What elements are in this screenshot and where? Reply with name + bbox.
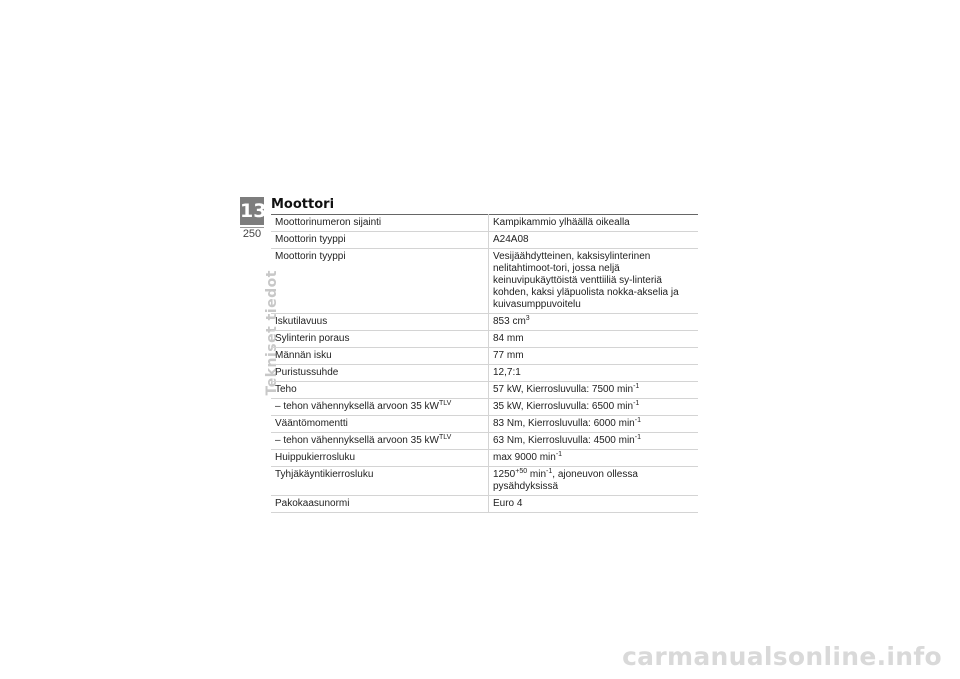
table-row xyxy=(271,348,698,365)
spec-label-text: Huippukierrosluku xyxy=(275,452,356,463)
spec-label-text: Moottorin tyyppi xyxy=(275,234,346,245)
table-row xyxy=(271,467,698,496)
spec-label xyxy=(271,365,489,382)
spec-label xyxy=(271,416,489,433)
spec-label xyxy=(271,450,489,467)
spec-value xyxy=(489,365,699,382)
table-row xyxy=(271,399,698,416)
chapter-badge xyxy=(240,197,267,241)
spec-label xyxy=(271,382,489,399)
spec-value: Kampikammio ylhäällä oikealla xyxy=(493,217,630,228)
spec-value: 12,7:1 xyxy=(493,367,521,378)
spec-label-sup: TLV xyxy=(439,434,452,441)
spec-value: 83 Nm, Kierrosluvulla: 6000 min xyxy=(493,418,635,429)
table-row xyxy=(271,215,698,232)
spec-label xyxy=(271,232,489,249)
spec-label-text: Iskutilavuus xyxy=(275,316,328,327)
spec-label-text: Moottorinumeron sijainti xyxy=(275,217,382,228)
chapter-side-title-text: Tekniset tiedot xyxy=(264,270,280,396)
table-row xyxy=(271,331,698,348)
spec-label-text: – tehon vähennyksellä arvoon 35 kW xyxy=(275,435,439,446)
spec-value-tail: , ajoneuvon ollessa pysähdyksissä xyxy=(493,469,638,492)
spec-label xyxy=(271,215,489,232)
spec-value-sup2: -1 xyxy=(546,468,553,475)
spec-label-text: Sylinterin poraus xyxy=(275,333,350,344)
spec-value xyxy=(489,416,699,433)
spec-value: 77 mm xyxy=(493,350,524,361)
spec-value: A24A08 xyxy=(493,234,529,245)
table-row xyxy=(271,232,698,249)
spec-value xyxy=(489,433,699,450)
spec-value xyxy=(489,215,699,232)
spec-label xyxy=(271,399,489,416)
page-number: 250 xyxy=(240,227,264,241)
engine-spec-table xyxy=(271,214,698,513)
spec-value-sup: -1 xyxy=(634,417,641,424)
table-row xyxy=(271,416,698,433)
spec-value xyxy=(489,450,699,467)
spec-value: Vesijäähdytteinen, kaksisylinterinen nelitahtimoot-tori, jossa neljä keinuvipukäyttöistä venttiiliä sy-linteriä kohden, kaksi yläpuolista nokka-akselia ja kuivasumppuvoitelu xyxy=(493,251,679,310)
spec-value-sup: -1 xyxy=(633,383,640,390)
spec-label-text: Tyhjäkäyntikierrosluku xyxy=(275,469,374,480)
spec-value xyxy=(489,249,699,314)
spec-label-text: Puristussuhde xyxy=(275,367,339,378)
spec-value xyxy=(489,331,699,348)
table-row xyxy=(271,496,698,513)
table-row xyxy=(271,314,698,331)
table-row xyxy=(271,249,698,314)
spec-value xyxy=(489,348,699,365)
spec-value: 853 cm xyxy=(493,316,526,327)
spec-value: 84 mm xyxy=(493,333,524,344)
spec-value: 35 kW, Kierrosluvulla: 6500 min xyxy=(493,401,634,412)
spec-value xyxy=(489,399,699,416)
spec-label xyxy=(271,433,489,450)
spec-label xyxy=(271,249,489,314)
spec-label-text: Vääntömomentti xyxy=(275,418,348,429)
table-row xyxy=(271,433,698,450)
table-row xyxy=(271,382,698,399)
spec-value: 57 kW, Kierrosluvulla: 7500 min xyxy=(493,384,634,395)
spec-label-text: – tehon vähennyksellä arvoon 35 kW xyxy=(275,401,439,412)
spec-value xyxy=(489,496,699,513)
spec-value-sup: -1 xyxy=(634,434,641,441)
spec-value xyxy=(489,232,699,249)
spec-label-text: Moottorin tyyppi xyxy=(275,251,346,262)
watermark: carmanualsonline.info xyxy=(622,642,942,671)
chapter-number: 13 xyxy=(240,197,264,225)
spec-value: Euro 4 xyxy=(493,498,523,509)
spec-value: max 9000 min xyxy=(493,452,556,463)
spec-label-text: Pakokaasunormi xyxy=(275,498,350,509)
spec-label xyxy=(271,496,489,513)
section-title: Moottori xyxy=(271,197,335,212)
spec-value-sup: -1 xyxy=(555,451,563,458)
spec-label-sup: TLV xyxy=(439,400,452,407)
spec-value xyxy=(489,314,699,331)
spec-value-after: min xyxy=(527,469,547,480)
spec-value-sup: 3 xyxy=(525,315,530,322)
table-row xyxy=(271,450,698,467)
spec-label xyxy=(271,331,489,348)
spec-value-sup: -1 xyxy=(633,400,640,407)
spec-value xyxy=(489,467,699,496)
spec-label xyxy=(271,467,489,496)
spec-label xyxy=(271,348,489,365)
spec-value: 1250 xyxy=(493,469,516,480)
spec-label-text: Männän isku xyxy=(275,350,332,361)
spec-value: 63 Nm, Kierrosluvulla: 4500 min xyxy=(493,435,635,446)
spec-value-sup: +50 xyxy=(515,468,528,475)
spec-value xyxy=(489,382,699,399)
table-row xyxy=(271,365,698,382)
spec-label-text: Teho xyxy=(275,384,297,395)
spec-label xyxy=(271,314,489,331)
